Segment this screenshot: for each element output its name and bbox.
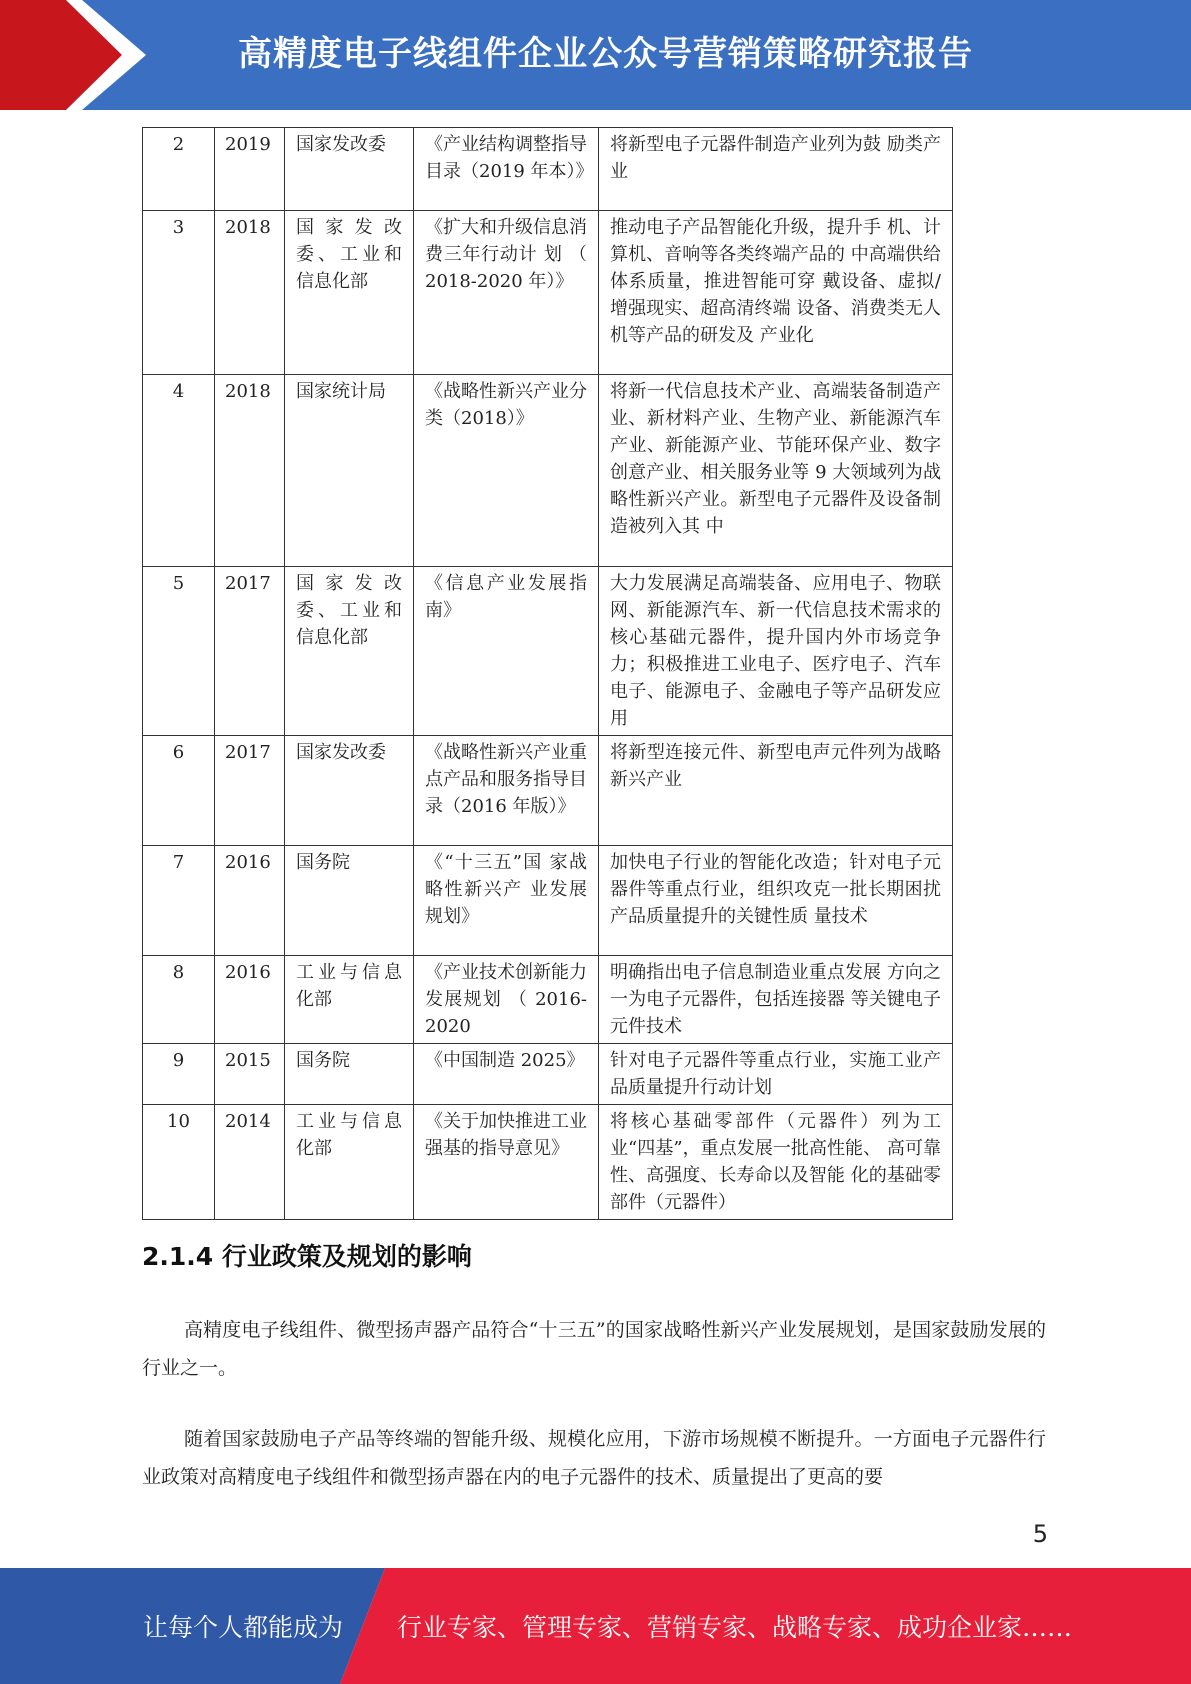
table-row (143, 567, 953, 736)
row-document-title: 《战略性新兴产业分类（2018）》 (414, 375, 599, 567)
row-content: 将核心基础零部件（元器件）列为工业“四基”，重点发展一批高性能、 高可靠性、高强度、长寿命以及智能 化的基础零部件（元器件） (599, 1105, 953, 1220)
row-department: 国家发改委 (285, 736, 414, 846)
row-document-title: 《产业技术创新能力发展规划 （ 2016-2020 (414, 956, 599, 1044)
row-number: 10 (143, 1105, 215, 1220)
table-row (143, 211, 953, 375)
page-header (0, 0, 1191, 110)
row-department: 国 家 发 改 委、工业和信息化部 (285, 211, 414, 375)
table-row (143, 956, 953, 1044)
row-content: 推动电子产品智能化升级，提升手 机、计算机、音响等各类终端产品的 中高端供给体系质量，推进智能可穿 戴设备、虚拟/增强现实、超高清终端 设备、消费类无人机等产品的研发及 产业化 (599, 211, 953, 375)
row-document-title: 《中国制造 2025》 (414, 1044, 599, 1105)
row-year: 2019 (215, 128, 285, 211)
row-year: 2017 (215, 736, 285, 846)
row-content: 将新型电子元器件制造产业列为鼓 励类产业 (599, 128, 953, 211)
row-department: 工业与信息化部 (285, 1105, 414, 1220)
footer-slogan-right: 行业专家、管理专家、营销专家、战略专家、成功企业家…… (397, 1613, 1073, 1642)
row-content: 加快电子行业的智能化改造；针对电子元器件等重点行业，组织攻克一批长期困扰产品质量提升的关键性质 量技术 (599, 846, 953, 956)
table-row (143, 128, 953, 211)
section-heading: 2.1.4 行业政策及规划的影响 (142, 1242, 472, 1271)
row-department: 国家统计局 (285, 375, 414, 567)
policy-table (142, 127, 953, 1220)
row-number: 7 (143, 846, 215, 956)
row-content: 明确指出电子信息制造业重点发展 方向之一为电子元器件，包括连接器 等关键电子元件技术 (599, 956, 953, 1044)
row-year: 2018 (215, 375, 285, 567)
row-year: 2015 (215, 1044, 285, 1105)
policy-table-container (142, 127, 952, 1220)
row-year: 2017 (215, 567, 285, 736)
row-document-title: 《“十三五”国 家战略性新兴产 业发展规划》 (414, 846, 599, 956)
row-number: 3 (143, 211, 215, 375)
row-content: 大力发展满足高端装备、应用电子、物联网、新能源汽车、新一代信息技术需求的核心基础元器件，提升国内外市场竞争力；积极推进工业电子、医疗电子、汽车电子、能源电子、金融电子等产品研发应用 (599, 567, 953, 736)
row-year: 2018 (215, 211, 285, 375)
row-number: 4 (143, 375, 215, 567)
page-number: 5 (1032, 1520, 1048, 1548)
table-row (143, 736, 953, 846)
table-row (143, 846, 953, 956)
row-document-title: 《关于加快推进工业强基的指导意见》 (414, 1105, 599, 1220)
row-year: 2014 (215, 1105, 285, 1220)
body-paragraph: 随着国家鼓励电子产品等终端的智能升级、规模化应用，下游市场规模不断提升。一方面电子元器件行业政策对高精度电子线组件和微型扬声器在内的电子元器件的技术、质量提出了更高的要 (142, 1428, 1046, 1488)
row-number: 5 (143, 567, 215, 736)
row-department: 国务院 (285, 1044, 414, 1105)
table-row (143, 1105, 953, 1220)
row-content: 将新一代信息技术产业、高端装备制造产业、新材料产业、生物产业、新能源汽车产业、新能源产业、节能环保产业、数字创意产业、相关服务业等 9 大领域列为战略性新兴产业。新型电子元器件及设备制造被列入其 中 (599, 375, 953, 567)
row-year: 2016 (215, 956, 285, 1044)
footer-slogan-left: 让每个人都能成为 (143, 1613, 344, 1642)
row-document-title: 《信息产业发展指南》 (414, 567, 599, 736)
row-content: 将新型连接元件、新型电声元件列为战略新兴产业 (599, 736, 953, 846)
row-department: 国 家 发 改 委、工业和信息化部 (285, 567, 414, 736)
header-title: 高精度电子线组件企业公众号营销策略研究报告 (238, 34, 973, 74)
row-document-title: 《产业结构调整指导目录（2019 年本）》 (414, 128, 599, 211)
table-row (143, 1044, 953, 1105)
row-number: 8 (143, 956, 215, 1044)
row-document-title: 《扩大和升级信息消费三年行动计 划 （ 2018-2020 年）》 (414, 211, 599, 375)
row-department: 工业与信息化部 (285, 956, 414, 1044)
row-department: 国务院 (285, 846, 414, 956)
row-number: 9 (143, 1044, 215, 1105)
row-number: 2 (143, 128, 215, 211)
row-number: 6 (143, 736, 215, 846)
row-year: 2016 (215, 846, 285, 956)
page-footer (0, 1568, 1191, 1684)
row-content: 针对电子元器件等重点行业，实施工业产品质量提升行动计划 (599, 1044, 953, 1105)
table-row (143, 375, 953, 567)
body-paragraph: 高精度电子线组件、微型扬声器产品符合“十三五”的国家战略性新兴产业发展规划，是国家鼓励发展的行业之一。 (142, 1319, 1046, 1379)
row-department: 国家发改委 (285, 128, 414, 211)
row-document-title: 《战略性新兴产业重点产品和服务指导目录（2016 年版）》 (414, 736, 599, 846)
